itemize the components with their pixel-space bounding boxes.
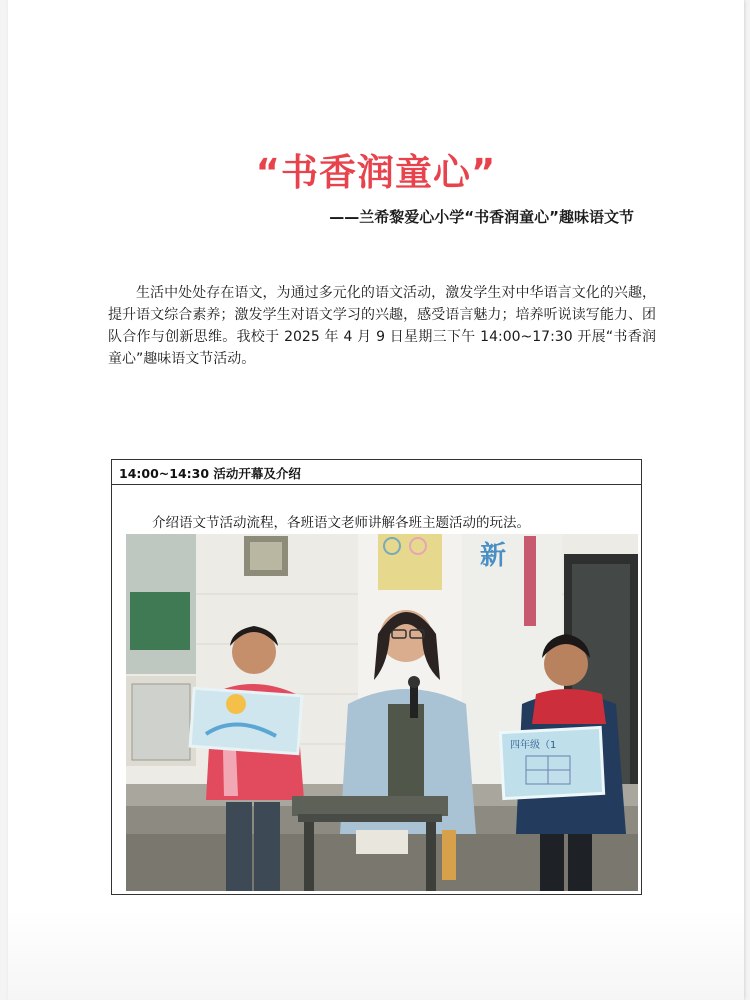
intro-paragraph: 生活中处处存在语文，为通过多元化的语文活动，激发学生对中华语言文化的兴趣，提升语文综合素养；激发学生对语文学习的兴趣，感受语言魅力；培养听说读写能力、团队合作与创新思维。我校于 2025 年 4 月 9 日星期三下午 14:00~17:30 开展“书香润童心”趣味语文节活动。 bbox=[108, 285, 656, 367]
page-bottom-shade bbox=[8, 910, 744, 1000]
page-subtitle: ——兰希黎爱心小学“书香润童心”趣味语文节 bbox=[329, 208, 634, 226]
section-text: 介绍语文节活动流程，各班语文老师讲解各班主题活动的玩法。 bbox=[152, 515, 530, 531]
activity-photo-illustration bbox=[126, 534, 638, 891]
page-title: “书香润童心” bbox=[255, 151, 497, 194]
poster-text: 四年级（1 bbox=[510, 740, 557, 751]
activity-photo bbox=[126, 534, 638, 891]
wall-sign-text: 新 bbox=[480, 541, 507, 571]
section-box bbox=[111, 459, 642, 895]
document-page bbox=[8, 0, 744, 1000]
section-header bbox=[112, 460, 641, 485]
section-heading: 14:00~14:30 活动开幕及介绍 bbox=[119, 466, 301, 481]
